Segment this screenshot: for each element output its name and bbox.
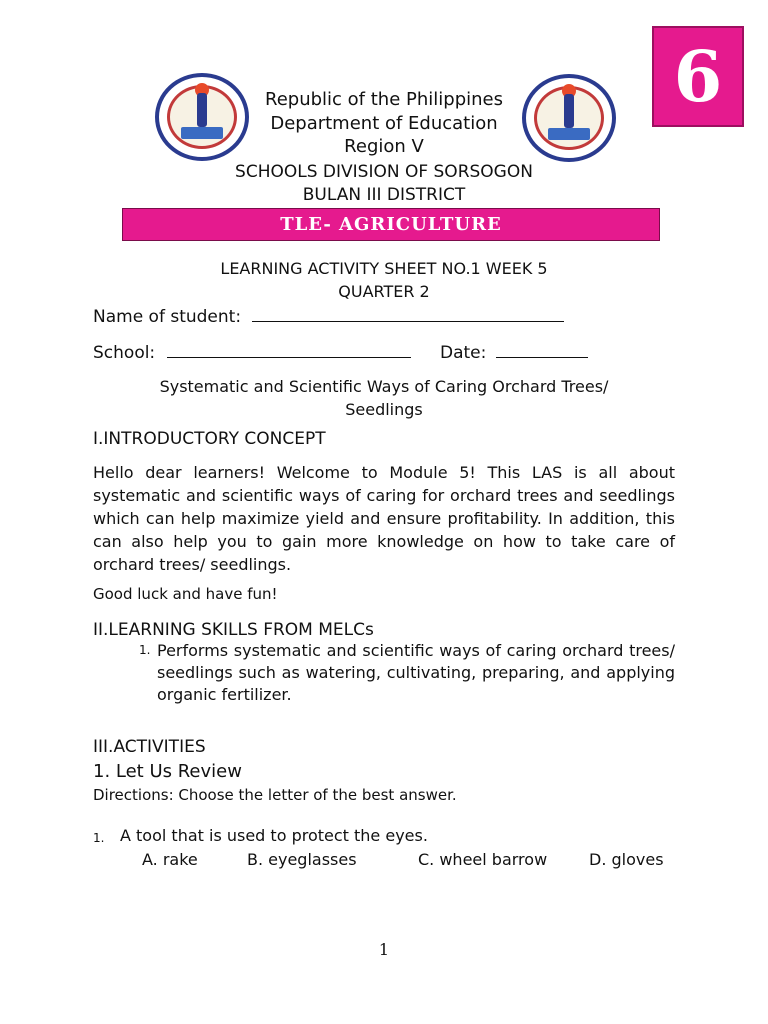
name-input-line[interactable]	[252, 305, 564, 322]
name-field	[93, 305, 564, 327]
choice-d[interactable]: D. gloves	[589, 850, 664, 869]
division-line: SCHOOLS DIVISION OF SORSOGON	[235, 162, 533, 182]
skill-item-number: 1.	[139, 643, 151, 657]
quarter-label: QUARTER 2	[338, 282, 430, 301]
date-input-line[interactable]	[496, 341, 588, 358]
choice-a[interactable]: A. rake	[142, 850, 198, 869]
intro-paragraph: Hello dear learners! Welcome to Module 5! This LAS is all about systematic and scientific ways of caring for orchard trees and seedlings which can help maximize yield and ensure profitability. In addition, this can also help you to gain more knowledge on how to take care of orchard trees/ seedlings.	[93, 463, 675, 574]
review-subheading: 1. Let Us Review	[93, 761, 242, 782]
question-text: A tool that is used to protect the eyes.	[120, 826, 428, 845]
topic-title-line1: Systematic and Scientific Ways of Caring Orchard Trees/	[159, 377, 609, 396]
grade-badge: 6	[652, 26, 744, 127]
district-line: BULAN III DISTRICT	[302, 185, 466, 205]
department-line: Department of Education	[270, 113, 498, 134]
activities-heading: III.ACTIVITIES	[93, 737, 206, 757]
question-number: 1.	[93, 831, 105, 845]
school-field	[93, 341, 411, 363]
skills-heading: II.LEARNING SKILLS FROM MELCs	[93, 620, 374, 640]
date-label: Date:	[440, 343, 487, 363]
republic-line: Republic of the Philippines	[265, 89, 503, 110]
page-number: 1	[378, 940, 390, 959]
choice-c[interactable]: C. wheel barrow	[418, 850, 548, 869]
school-input-line[interactable]	[167, 341, 411, 358]
school-label: School:	[93, 343, 156, 363]
subject-banner: TLE- AGRICULTURE	[122, 208, 660, 241]
directions-text: Directions: Choose the letter of the best answer.	[93, 786, 457, 804]
name-label: Name of student:	[93, 307, 242, 327]
intro-heading: I.INTRODUCTORY CONCEPT	[93, 429, 326, 449]
topic-title-line2: Seedlings	[345, 400, 423, 419]
choice-b[interactable]: B. eyeglasses	[247, 850, 357, 869]
skill-item-text: Performs systematic and scientific ways of caring orchard trees/ seedlings such as watering, cultivating, preparing, and applying organic fertilizer.	[157, 641, 675, 704]
intro-closing: Good luck and have fun!	[93, 585, 278, 603]
region-line: Region V	[344, 136, 424, 157]
sheet-title: LEARNING ACTIVITY SHEET NO.1 WEEK 5	[220, 259, 548, 278]
date-field	[440, 341, 588, 363]
